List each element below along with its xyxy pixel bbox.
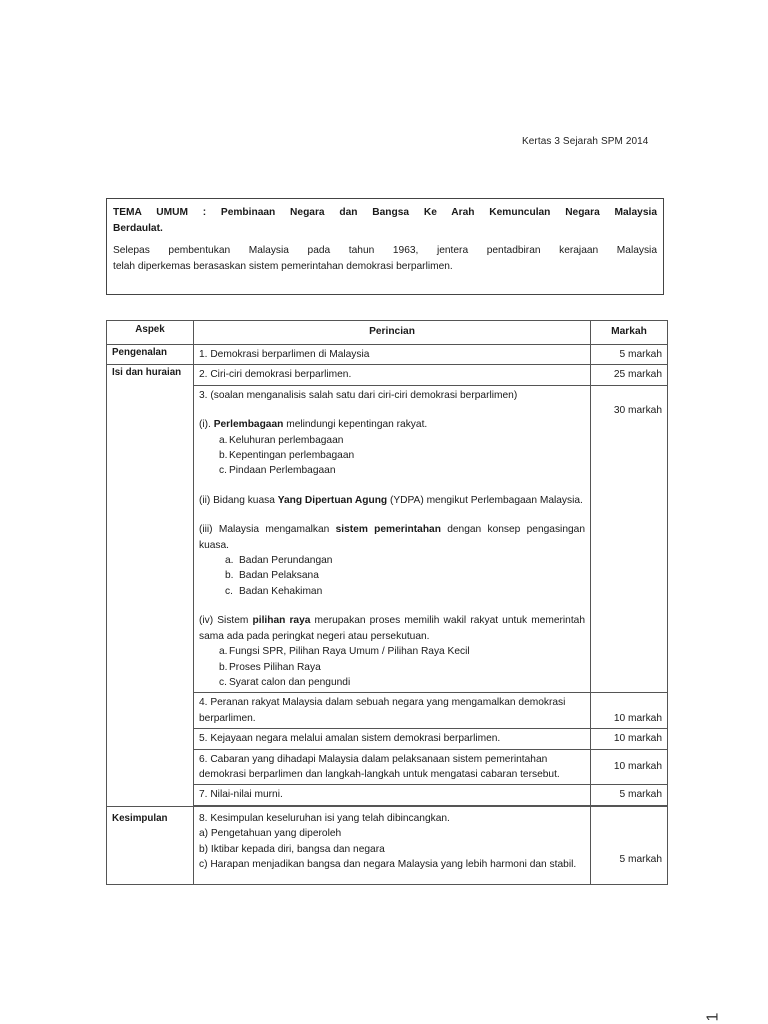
markah-item6: 10 markah: [591, 749, 668, 785]
markah-item5: 10 markah: [591, 729, 668, 749]
perincian-item7: 7. Nilai-nilai murni.: [194, 785, 591, 805]
list-item: a. Keluhuran perlembagaan: [219, 434, 344, 446]
list-item: b. Proses Pilihan Raya: [219, 661, 321, 673]
paper-title: Kertas 3 Sejarah SPM 2014: [522, 136, 649, 147]
list-item: c. Syarat calon dan pengundi: [219, 676, 351, 688]
list-item: c. Badan Kehakiman: [225, 585, 323, 597]
tema-umum-box: [106, 198, 664, 295]
markah-pengenalan: 5 markah: [591, 345, 668, 365]
list-item: c. Pindaan Perlembagaan: [219, 465, 336, 477]
kesimpulan-line: 8. Kesimpulan keseluruhan isi yang telah dibincangkan.: [199, 812, 450, 824]
item3-iii-list: [199, 553, 585, 599]
item3-iv-list: [199, 644, 585, 690]
perincian-item6: 6. Cabaran yang dihadapi Malaysia dalam pelaksanaan sistem pemerintahan demokrasi berparlimen dan langkah-langkah untuk mengatasi cabaran tersebut.: [194, 749, 591, 785]
list-item: a. Fungsi SPR, Pilihan Raya Umum / Pilihan Raya Kecil: [219, 646, 470, 658]
table-row: [107, 365, 668, 385]
markah-item3: 30 markah: [591, 385, 668, 693]
markah-item2: 25 markah: [591, 365, 668, 385]
list-item: a. Badan Perundangan: [225, 555, 333, 567]
list-item: b. Badan Pelaksana: [225, 570, 319, 582]
header-aspek: Aspek: [107, 321, 194, 345]
header-markah: Markah: [591, 321, 668, 345]
markah-item7: 5 markah: [591, 785, 668, 805]
item3-point-i: (i). Perlembagaan melindungi kepentingan rakyat.: [199, 419, 428, 431]
kesimpulan-line: a) Pengetahuan yang diperoleh: [199, 828, 342, 840]
tema-title-continued: Berdaulat.: [113, 222, 163, 234]
list-item: b. Kepentingan perlembagaan: [219, 450, 355, 462]
kesimpulan-line: c) Harapan menjadikan bangsa dan negara Malaysia yang lebih harmoni dan stabil.: [199, 858, 577, 870]
tema-title: TEMA UMUM : Pembinaan Negara dan Bangsa Ke Arah Kemunculan Negara Malaysia: [113, 207, 657, 218]
tema-desc-line1: Selepas pembentukan Malaysia pada tahun 1963, jentera pentadbiran kerajaan Malaysia: [113, 245, 657, 256]
perincian-item4: 4. Peranan rakyat Malaysia dalam sebuah negara yang mengamalkan demokrasi berparlimen.: [194, 693, 591, 729]
markah-kesimpulan: 5 markah: [591, 806, 668, 885]
aspek-pengenalan: Pengenalan: [107, 345, 194, 365]
header-perincian: Perincian: [194, 321, 591, 345]
kesimpulan-line: b) Iktibar kepada diri, bangsa dan negara: [199, 843, 385, 855]
item3-point-ii: (ii) Bidang kuasa Yang Dipertuan Agung (YDPA) mengikut Perlembagaan Malaysia.: [199, 494, 583, 506]
tema-desc-line2: telah diperkemas berasaskan sistem pemerintahan demokrasi berparlimen.: [113, 260, 453, 272]
marking-scheme-table: [106, 320, 668, 885]
item3-i-list: [199, 433, 585, 479]
table-row: [107, 806, 668, 885]
item3-point-iv: (iv) Sistem pilihan raya merupakan proses memilih wakil rakyat untuk memerintah sama ada pada peringkat negeri atau persekutuan.: [199, 615, 586, 642]
aspek-isi: Isi dan huraian: [107, 365, 194, 806]
perincian-item3: [194, 385, 591, 693]
table-row: [107, 345, 668, 365]
table-header-row: [107, 321, 668, 345]
perincian-pengenalan: 1. Demokrasi berparlimen di Malaysia: [194, 345, 591, 365]
perincian-item2: 2. Ciri-ciri demokrasi berparlimen.: [194, 365, 591, 385]
page-number: 1: [704, 1012, 722, 1022]
markah-item4: 10 markah: [591, 693, 668, 729]
item3-point-iii: (iii) Malaysia mengamalkan sistem pemerintahan dengan konsep pengasingan kuasa.: [199, 524, 585, 551]
aspek-kesimpulan: Kesimpulan: [107, 806, 194, 885]
item3-question: 3. (soalan menganalisis salah satu dari ciri-ciri demokrasi berparlimen): [199, 389, 518, 401]
tema-description: [113, 243, 657, 274]
perincian-kesimpulan: [194, 806, 591, 885]
perincian-item5: 5. Kejayaan negara melalui amalan sistem demokrasi berparlimen.: [194, 729, 591, 749]
